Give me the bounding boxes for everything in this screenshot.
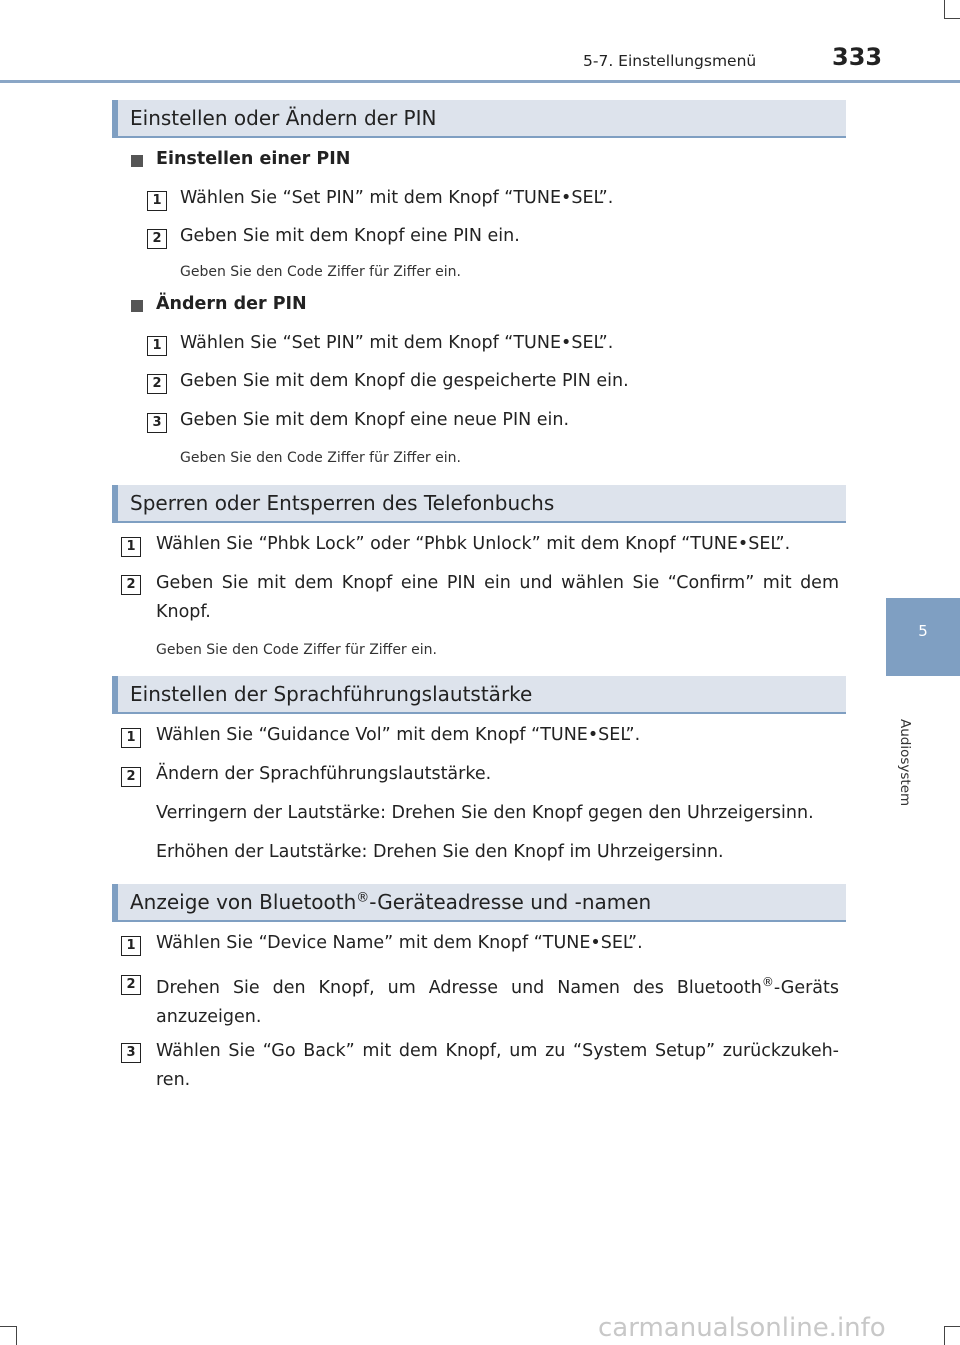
subsection-title: Ändern der PIN	[156, 294, 307, 314]
step-number: 1	[147, 336, 167, 356]
step-text-part: Drehen Sie den Knopf, um Adresse und Namen des Bluetooth	[156, 977, 762, 998]
section-title	[130, 890, 651, 914]
section-heading-guidance-volume	[112, 676, 846, 714]
step-text: Geben Sie mit dem Knopf eine PIN ein und wählen Sie “Confirm” mit dem Knopf.	[156, 573, 839, 622]
page-number: 333	[832, 43, 883, 71]
step-text: Wählen Sie “Device Name” mit dem Knopf “TUNE•SEL”.	[156, 933, 643, 953]
bullet-square-icon	[131, 300, 143, 312]
step-detail: Verringern der Lautstärke: Drehen Sie den Knopf gegen den Uhrzeigersinn.	[156, 803, 814, 823]
step-number: 2	[147, 374, 167, 394]
watermark: carmanualsonline.info	[598, 1313, 886, 1343]
section-title: Einstellen oder Ändern der PIN	[130, 106, 437, 130]
step-number: 2	[147, 229, 167, 249]
step-text-part: -Geräts anzuzeigen.	[156, 977, 839, 1027]
step-text: Geben Sie mit dem Knopf eine neue PIN ein.	[180, 410, 570, 430]
step-detail: Erhöhen der Lautstärke: Drehen Sie den Knopf im Uhrzeigersinn.	[156, 842, 724, 862]
registered-mark: ®	[356, 890, 370, 906]
chapter-tab[interactable]	[886, 598, 960, 676]
step-number: 1	[121, 728, 141, 748]
step-number: 2	[121, 767, 141, 787]
section-heading-pin	[112, 100, 846, 138]
step-number: 1	[147, 191, 167, 211]
section-heading-phonebook	[112, 485, 846, 523]
chapter-heading: 5-7. Einstellungsmenü	[583, 52, 757, 70]
step-text: Ändern der Sprachführungslautstärke.	[156, 764, 492, 784]
step-text: Wählen Sie “Guidance Vol” mit dem Knopf “TUNE•SEL”.	[156, 725, 641, 745]
section-title-part: -Geräteadresse und -namen	[369, 890, 652, 914]
section-heading-bluetooth	[112, 884, 846, 922]
step-note: Geben Sie den Code Ziffer für Ziffer ein.	[180, 450, 461, 466]
registered-mark: ®	[761, 975, 774, 989]
crop-mark	[944, 0, 945, 18]
step-number: 2	[121, 575, 141, 595]
chapter-tab-number: 5	[918, 622, 928, 640]
step-number: 1	[121, 936, 141, 956]
step-text: Geben Sie mit dem Knopf eine PIN ein.	[180, 226, 520, 246]
step-text: Geben Sie mit dem Knopf die gespeicherte PIN ein.	[180, 371, 629, 391]
step-note: Geben Sie den Code Ziffer für Ziffer ein.	[180, 264, 461, 280]
step-text: Wählen Sie “Go Back” mit dem Knopf, um zu “System Setup” zurückzukeh-ren.	[156, 1041, 839, 1090]
step-text	[156, 968, 839, 1032]
step-text: Wählen Sie “Phbk Lock” oder “Phbk Unlock” mit dem Knopf “TUNE•SEL”.	[156, 534, 791, 554]
crop-mark	[16, 1326, 17, 1345]
crop-mark	[944, 1326, 945, 1345]
step-number: 3	[121, 1043, 141, 1063]
subsection-title: Einstellen einer PIN	[156, 149, 351, 169]
crop-mark	[944, 1326, 960, 1327]
section-title: Sperren oder Entsperren des Telefonbuchs	[130, 491, 555, 515]
step-number: 1	[121, 537, 141, 557]
chapter-tab-label: Audiosystem	[897, 719, 913, 807]
crop-mark	[0, 1326, 16, 1327]
section-title: Einstellen der Sprachführungslautstärke	[130, 682, 533, 706]
step-text: Wählen Sie “Set PIN” mit dem Knopf “TUNE•SEL”.	[180, 188, 614, 208]
crop-mark	[944, 18, 960, 19]
step-text: Wählen Sie “Set PIN” mit dem Knopf “TUNE•SEL”.	[180, 333, 614, 353]
header-divider	[0, 80, 960, 83]
step-note: Geben Sie den Code Ziffer für Ziffer ein.	[156, 642, 437, 658]
step-number: 2	[121, 975, 141, 995]
step-number: 3	[147, 413, 167, 433]
section-title-part: Anzeige von Bluetooth	[130, 890, 357, 914]
bullet-square-icon	[131, 155, 143, 167]
